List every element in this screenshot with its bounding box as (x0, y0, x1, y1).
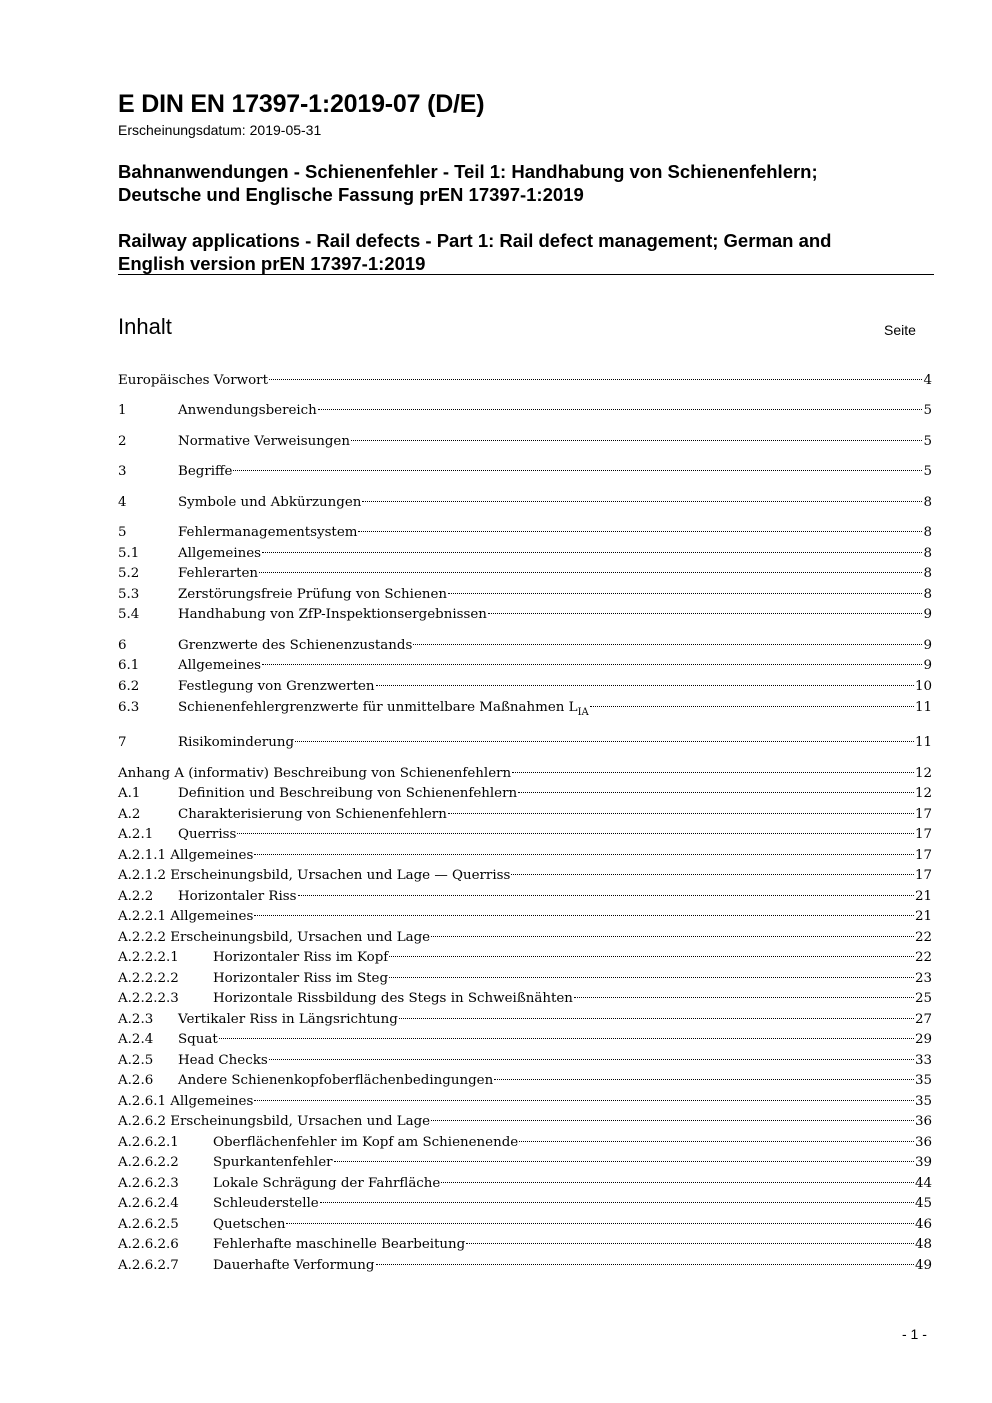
toc-entry-title-subscript: IA (577, 707, 589, 718)
toc-entry-title-text: Fehlermanagementsystem (178, 525, 358, 540)
toc-dot-leader (254, 854, 914, 855)
toc-dot-leader (389, 956, 914, 957)
toc-entry-number: 4 (118, 495, 127, 510)
toc-dot-leader (351, 440, 923, 441)
document-id: E DIN EN 17397-1:2019-07 (D/E) (118, 90, 485, 118)
toc-entry[interactable] (118, 495, 932, 515)
toc-entry-title-text: A.2.2.2 Erscheinungsbild, Ursachen und Lage (118, 930, 431, 945)
toc-entry-title (178, 495, 361, 510)
toc-entry-title-text: A.2.1.1 Allgemeines (118, 848, 254, 863)
toc-dot-leader (254, 915, 914, 916)
toc-entry-title (213, 1258, 375, 1273)
toc-entry-page: 33 (914, 1053, 932, 1068)
toc-entry-number: A.2.6 (118, 1073, 154, 1088)
toc-entry-number: A.2.6.2.3 (118, 1176, 179, 1191)
toc-entry-title-text: Horizontaler Riss (178, 889, 297, 904)
toc-entry-number: 7 (118, 735, 127, 750)
toc-entry-page: 36 (914, 1135, 932, 1150)
toc-entry-page: 48 (914, 1237, 932, 1252)
toc-entry-title (118, 373, 268, 388)
toc-entry-page: 17 (914, 848, 932, 863)
toc-dot-leader (466, 1243, 914, 1244)
toc-entry-page: 29 (914, 1032, 932, 1047)
toc-entry-number: 6.2 (118, 679, 140, 694)
toc-dot-leader (269, 1059, 914, 1060)
toc-entry-number: 6.3 (118, 700, 140, 715)
toc-entry[interactable] (118, 1053, 932, 1073)
toc-entry-title (178, 638, 412, 653)
toc-entry-title-text: Horizontaler Riss im Steg (213, 971, 389, 986)
toc-entry-title (178, 587, 447, 602)
toc-entry-title-text: Quetschen (213, 1217, 286, 1232)
toc-entry-title-text: Charakterisierung von Schienenfehlern (178, 807, 447, 822)
toc-entry-page: 12 (914, 786, 932, 801)
toc-entry-page: 49 (914, 1258, 932, 1273)
toc-entry-page: 9 (923, 638, 932, 653)
toc-entry-title-text: Squat (178, 1032, 218, 1047)
toc-dot-leader (519, 1141, 914, 1142)
toc-entry-number: A.2.6.2.1 (118, 1135, 179, 1150)
toc-entry-title-text: Horizontaler Riss im Kopf (213, 950, 389, 965)
toc-entry-title (178, 807, 447, 822)
toc-entry[interactable] (118, 679, 932, 699)
toc-entry[interactable] (118, 1073, 932, 1093)
toc-entry-title (178, 700, 589, 718)
toc-dot-leader (298, 895, 914, 896)
toc-entry-page: 39 (914, 1155, 932, 1170)
toc-entry[interactable] (118, 464, 932, 484)
toc-dot-leader (431, 936, 914, 937)
title-english (118, 229, 918, 275)
title-german-line-2: Deutsche und Englische Fassung prEN 17397-1:2019 (118, 184, 584, 205)
toc-entry-title-text: Anwendungsbereich (178, 403, 317, 418)
toc-entry-number: A.2.6.2.7 (118, 1258, 179, 1273)
toc-entry-page: 44 (914, 1176, 932, 1191)
toc-entry[interactable] (118, 848, 932, 868)
toc-entry-title-text: A.2.2.1 Allgemeines (118, 909, 254, 924)
toc-entry-title (178, 546, 261, 561)
toc-entry[interactable] (118, 1094, 932, 1114)
toc-dot-leader (237, 833, 914, 834)
toc-entry-page: 21 (914, 889, 932, 904)
toc-page-label: Seite (884, 322, 916, 338)
toc-entry[interactable] (118, 525, 932, 545)
toc-entry[interactable] (118, 403, 932, 423)
toc-dot-leader (376, 1264, 914, 1265)
toc-dot-leader (448, 813, 914, 814)
toc-entry-title-text: A.2.6.2 Erscheinungsbild, Ursachen und Lage (118, 1114, 431, 1129)
toc-entry-title-text: Begriffe (178, 464, 233, 479)
toc-entry-title (213, 1237, 465, 1252)
toc-entry[interactable] (118, 1176, 932, 1196)
toc-entry-title (213, 991, 573, 1006)
toc-entry[interactable] (118, 930, 932, 950)
toc-entry-title-text: A.2.6.1 Allgemeines (118, 1094, 254, 1109)
toc-entry-page: 35 (914, 1094, 932, 1109)
title-german-line-1: Bahnanwendungen - Schienenfehler - Teil 1: Handhabung von Schienenfehlern; (118, 161, 818, 182)
toc-heading: Inhalt (118, 314, 172, 339)
toc-entry-title-text: Oberflächenfehler im Kopf am Schienenende (213, 1135, 519, 1150)
toc-dot-leader (413, 644, 922, 645)
toc-dot-leader (518, 792, 914, 793)
toc-entry[interactable] (118, 1237, 932, 1257)
toc-entry-page: 8 (923, 546, 932, 561)
toc-entry-page: 9 (923, 658, 932, 673)
toc-entry-page: 46 (914, 1217, 932, 1232)
toc-entry-number: 5.1 (118, 546, 140, 561)
toc-dot-leader (590, 706, 914, 707)
toc-dot-leader (262, 664, 922, 665)
toc-entry-page: 22 (914, 930, 932, 945)
toc-entry-number: 6.1 (118, 658, 140, 673)
toc-entry-title (213, 1176, 440, 1191)
toc-entry-title-text: Symbole und Abkürzungen (178, 495, 362, 510)
toc-entry-title-text: Europäisches Vorwort (118, 373, 268, 388)
toc-dot-leader (262, 552, 922, 553)
toc-entry[interactable] (118, 1196, 932, 1216)
toc-entry-number: 5.2 (118, 566, 140, 581)
toc-entry-title-text: Grenzwerte des Schienenzustands (178, 638, 413, 653)
toc-entry[interactable] (118, 1135, 932, 1155)
toc-entry-title-text: Andere Schienenkopfoberflächenbedingungen (178, 1073, 494, 1088)
toc-entry[interactable] (118, 786, 932, 806)
toc-entry-number: 2 (118, 434, 127, 449)
toc-entry-page: 8 (923, 587, 932, 602)
title-english-line-2: English version prEN 17397-1:2019 (118, 253, 426, 274)
toc-entry-number: A.2.6.2.4 (118, 1196, 179, 1211)
toc-dot-leader (512, 772, 914, 773)
toc-entry-title (178, 679, 375, 694)
toc-entry-title-text: Querriss (178, 827, 237, 842)
toc-entry-title (118, 766, 511, 781)
toc-dot-leader (448, 593, 922, 594)
toc-entry[interactable] (118, 373, 932, 393)
toc-dot-leader (494, 1079, 914, 1080)
toc-entry-title-text: Lokale Schrägung der Fahrfläche (213, 1176, 441, 1191)
toc-entry[interactable] (118, 889, 932, 909)
toc-dot-leader (441, 1182, 914, 1183)
toc-dot-leader (286, 1223, 914, 1224)
toc-entry-page: 27 (914, 1012, 932, 1027)
toc-entry[interactable] (118, 638, 932, 658)
toc-entry[interactable] (118, 587, 932, 607)
toc-entry-title (213, 1155, 333, 1170)
toc-entry-title-text: Schleuderstelle (213, 1196, 319, 1211)
toc-entry-page: 10 (914, 679, 932, 694)
toc-entry-title (178, 403, 317, 418)
toc-entry-page: 11 (914, 735, 932, 750)
toc-entry-title-text: Spurkantenfehler (213, 1155, 333, 1170)
toc-entry[interactable] (118, 566, 932, 586)
toc-dot-leader (431, 1120, 914, 1121)
toc-entry-page: 23 (914, 971, 932, 986)
toc-entry-number: A.1 (118, 786, 141, 801)
toc-entry[interactable] (118, 1155, 932, 1175)
toc-entry-title (178, 735, 294, 750)
toc-entry-number: A.2.2 (118, 889, 154, 904)
toc-entry[interactable] (118, 658, 932, 678)
toc-entry-page: 22 (914, 950, 932, 965)
toc-entry-title (213, 1135, 518, 1150)
toc-entry[interactable] (118, 1114, 932, 1134)
toc-entry-title (178, 607, 487, 622)
toc-entry[interactable] (118, 1258, 932, 1278)
toc-entry-page: 5 (923, 434, 932, 449)
toc-entry-number: A.2.2.2.2 (118, 971, 179, 986)
toc-entry[interactable] (118, 807, 932, 827)
toc-entry[interactable] (118, 868, 932, 888)
toc-entry-number: 6 (118, 638, 127, 653)
toc-entry-title-text: Handhabung von ZfP-Inspektionsergebnissen (178, 607, 487, 622)
toc-entry-title-text: Risikominderung (178, 735, 295, 750)
toc-entry-title (178, 786, 517, 801)
toc-dot-leader (295, 741, 914, 742)
toc-entry-page: 36 (914, 1114, 932, 1129)
toc-entry-page: 8 (923, 495, 932, 510)
toc-entry-page: 8 (923, 566, 932, 581)
toc-entry-title-text: A.2.1.2 Erscheinungsbild, Ursachen und Lage — Querriss (118, 868, 511, 883)
toc-entry-number: 5.4 (118, 607, 140, 622)
toc-entry-title-text: Zerstörungsfreie Prüfung von Schienen (178, 587, 448, 602)
toc-entry-title (178, 1012, 398, 1027)
toc-dot-leader (318, 409, 923, 410)
toc-entry-title (178, 1032, 218, 1047)
toc-entry-number: 5.3 (118, 587, 140, 602)
toc-entry-page: 21 (914, 909, 932, 924)
toc-entry[interactable] (118, 735, 932, 755)
toc-entry-page: 17 (914, 868, 932, 883)
toc-entry-number: A.2.5 (118, 1053, 154, 1068)
toc-entry-title (213, 950, 388, 965)
toc-entry-title (178, 827, 236, 842)
toc-entry-number: A.2.6.2.2 (118, 1155, 179, 1170)
toc-dot-leader (399, 1018, 914, 1019)
toc-entry-title (213, 1196, 319, 1211)
toc-dot-leader (488, 613, 923, 614)
toc-dot-leader (233, 470, 922, 471)
toc-dot-leader (254, 1100, 914, 1101)
toc-entry-title-text: Fehlerarten (178, 566, 259, 581)
toc-entry-page: 8 (923, 525, 932, 540)
toc-entry[interactable] (118, 434, 932, 454)
toc-entry-title (178, 1053, 268, 1068)
toc-entry-page: 12 (914, 766, 932, 781)
toc-entry[interactable] (118, 991, 932, 1011)
toc-entry-page: 17 (914, 827, 932, 842)
title-english-line-1: Railway applications - Rail defects - Part 1: Rail defect management; German and (118, 230, 832, 251)
toc-entry[interactable] (118, 1012, 932, 1032)
toc-entry[interactable] (118, 827, 932, 847)
toc-dot-leader (320, 1202, 914, 1203)
toc-entry-title-text: Dauerhafte Verformung (213, 1258, 375, 1273)
toc-entry-title (178, 658, 261, 673)
toc-entry-title (118, 1114, 430, 1129)
toc-entry-title-text: Horizontale Rissbildung des Stegs in Schweißnähten (213, 991, 573, 1006)
toc-entry-page: 9 (923, 607, 932, 622)
toc-entry-title (118, 848, 253, 863)
toc-dot-leader (511, 874, 914, 875)
toc-entry-title (118, 1094, 253, 1109)
toc-dot-leader (259, 572, 922, 573)
toc-entry-number: A.2.4 (118, 1032, 154, 1047)
publication-date (118, 122, 321, 138)
toc-entry[interactable] (118, 909, 932, 929)
toc-entry-title-text: Allgemeines (178, 658, 262, 673)
toc-entry-title-text: Schienenfehlergrenzwerte für unmittelbare Maßnahmen L (178, 700, 578, 715)
toc-entry-title (118, 909, 253, 924)
title-divider (118, 274, 934, 275)
toc-entry-title-text: Anhang A (informativ) Beschreibung von Schienenfehlern (118, 766, 512, 781)
toc-entry-title (178, 464, 232, 479)
toc-entry-number: A.2.3 (118, 1012, 154, 1027)
toc-entry-title (178, 1073, 493, 1088)
toc-dot-leader (574, 997, 914, 998)
toc-entry-page: 25 (914, 991, 932, 1006)
toc-entry-title-text: Festlegung von Grenzwerten (178, 679, 375, 694)
toc-entry-number: A.2 (118, 807, 141, 822)
toc-entry-number: A.2.2.2.1 (118, 950, 179, 965)
toc-entry-page: 4 (923, 373, 932, 388)
toc-entry[interactable] (118, 1032, 932, 1052)
toc-entry-title (118, 930, 430, 945)
toc-dot-leader (389, 977, 914, 978)
toc-entry-title-text: Fehlerhafte maschinelle Bearbeitung (213, 1237, 466, 1252)
toc-entry-title (213, 1217, 285, 1232)
toc-entry-number: A.2.6.2.6 (118, 1237, 179, 1252)
toc-dot-leader (334, 1161, 914, 1162)
toc-entry-title-text: Allgemeines (178, 546, 262, 561)
toc-dot-leader (219, 1038, 914, 1039)
toc-entry-title (178, 566, 258, 581)
toc-entry-number: 5 (118, 525, 127, 540)
toc-dot-leader (376, 685, 914, 686)
footer-page-number: - 1 - (902, 1326, 927, 1342)
toc-entry-title (178, 434, 350, 449)
toc-entry-title (178, 889, 297, 904)
toc-entry-title-text: Normative Verweisungen (178, 434, 350, 449)
toc-entry[interactable] (118, 971, 932, 991)
publication-date-value: 2019-05-31 (249, 122, 322, 138)
toc-entry-number: 3 (118, 464, 127, 479)
toc-entry-number: 1 (118, 403, 127, 418)
toc-entry-title-text: Vertikaler Riss in Längsrichtung (178, 1012, 398, 1027)
toc-dot-leader (362, 501, 922, 502)
toc-entry[interactable] (118, 1217, 932, 1237)
toc-entry-page: 5 (923, 464, 932, 479)
toc-entry-page: 35 (914, 1073, 932, 1088)
toc-entry[interactable] (118, 700, 932, 720)
title-german (118, 160, 918, 206)
toc-entry-title (118, 868, 510, 883)
toc-entry-page: 45 (914, 1196, 932, 1211)
toc-entry[interactable] (118, 766, 932, 786)
toc-entry-page: 17 (914, 807, 932, 822)
toc-entry-title (213, 971, 388, 986)
toc-entry[interactable] (118, 546, 932, 566)
toc-entry[interactable] (118, 607, 932, 627)
toc-dot-leader (358, 531, 922, 532)
toc-entry-title (178, 525, 357, 540)
toc-entry-number: A.2.1 (118, 827, 154, 842)
publication-date-label: Erscheinungsdatum: (118, 122, 246, 138)
toc-entry-page: 11 (914, 700, 932, 715)
toc-entry-title-text: Head Checks (178, 1053, 268, 1068)
toc-entry[interactable] (118, 950, 932, 970)
toc-entry-page: 5 (923, 403, 932, 418)
toc-entry-title-text: Definition und Beschreibung von Schienenfehlern (178, 786, 518, 801)
toc-entry-number: A.2.2.2.3 (118, 991, 179, 1006)
toc-dot-leader (269, 379, 923, 380)
toc-entry-number: A.2.6.2.5 (118, 1217, 179, 1232)
